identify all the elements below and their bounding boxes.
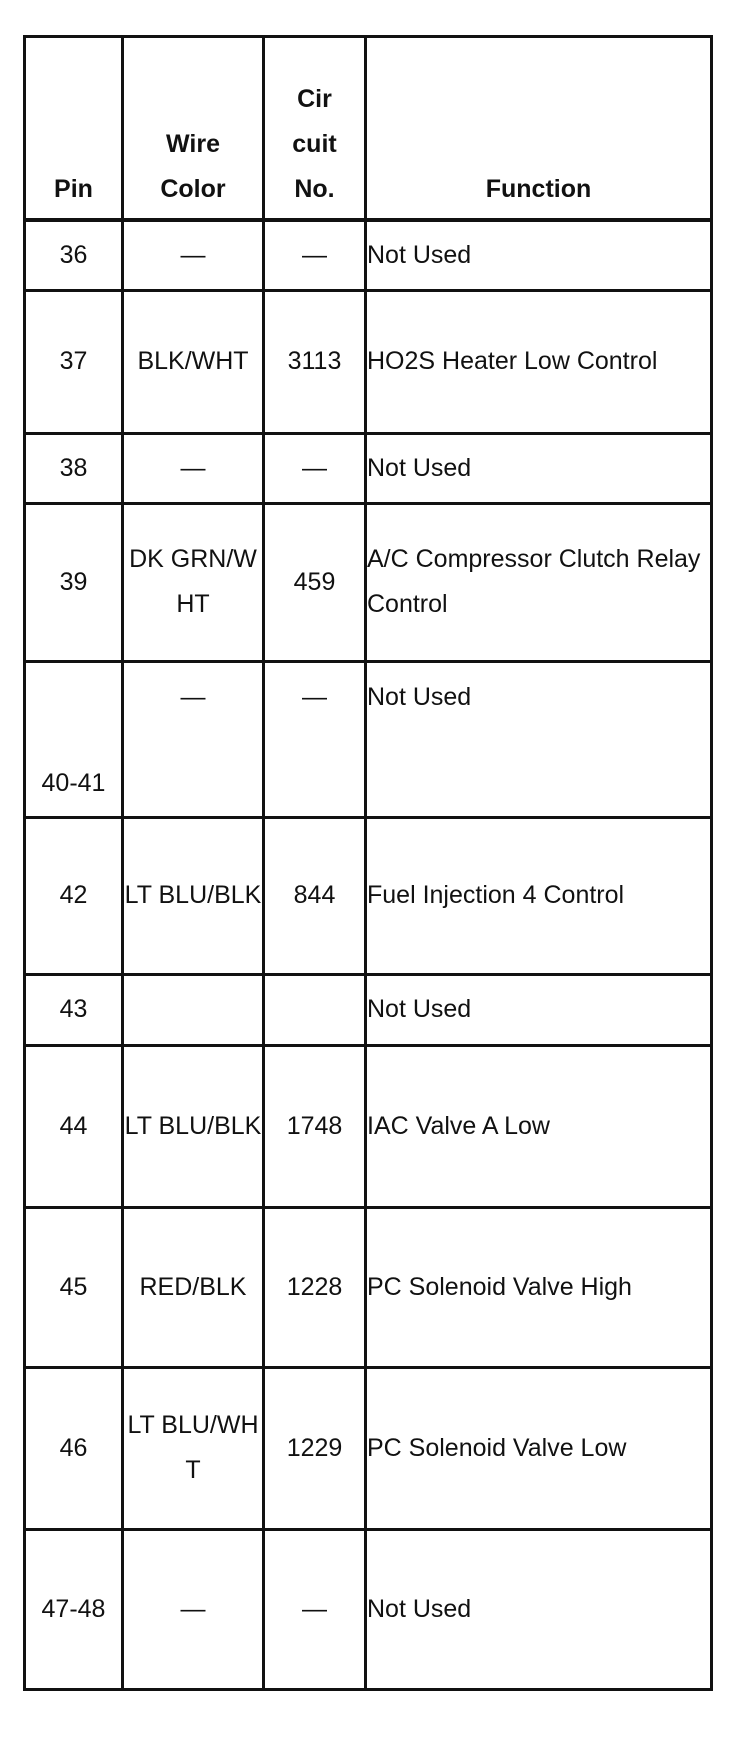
function-cell: Not Used xyxy=(366,1529,712,1689)
circuit-cell: 3113 xyxy=(264,290,366,433)
function-cell: HO2S Heater Low Control xyxy=(366,290,712,433)
table-header-row xyxy=(25,37,712,221)
table-row xyxy=(25,220,712,290)
function-cell: IAC Valve A Low xyxy=(366,1045,712,1207)
wire-color-cell: LT BLU/BLK xyxy=(123,817,264,974)
function-cell: A/C Compressor Clutch Relay Control xyxy=(366,503,712,661)
pin-cell: 46 xyxy=(25,1367,123,1529)
table-row xyxy=(25,661,712,817)
header-circuit-no: Cir cuit No. xyxy=(264,37,366,221)
wire-color-cell: LT BLU/WHT xyxy=(123,1367,264,1529)
connector-pinout-table xyxy=(23,35,713,1691)
circuit-cell: 459 xyxy=(264,503,366,661)
function-cell: Fuel Injection 4 Control xyxy=(366,817,712,974)
circuit-cell: 1228 xyxy=(264,1207,366,1367)
table-row xyxy=(25,503,712,661)
wire-color-cell: DK GRN/WHT xyxy=(123,503,264,661)
wire-color-cell: RED/BLK xyxy=(123,1207,264,1367)
table-row xyxy=(25,1367,712,1529)
pin-cell: 47-48 xyxy=(25,1529,123,1689)
circuit-cell xyxy=(264,974,366,1045)
circuit-cell: — xyxy=(264,661,366,817)
header-pin: Pin xyxy=(25,37,123,221)
wire-color-cell: — xyxy=(123,661,264,817)
pin-cell: 45 xyxy=(25,1207,123,1367)
wire-color-cell: — xyxy=(123,220,264,290)
pin-cell: 42 xyxy=(25,817,123,974)
function-cell: Not Used xyxy=(366,220,712,290)
function-cell: PC Solenoid Valve Low xyxy=(366,1367,712,1529)
function-cell: Not Used xyxy=(366,661,712,817)
table-row xyxy=(25,1529,712,1689)
wire-color-cell: LT BLU/BLK xyxy=(123,1045,264,1207)
function-cell: Not Used xyxy=(366,433,712,503)
wire-color-cell: — xyxy=(123,433,264,503)
table-row xyxy=(25,433,712,503)
function-cell: PC Solenoid Valve High xyxy=(366,1207,712,1367)
table-row xyxy=(25,817,712,974)
wire-color-cell: BLK/WHT xyxy=(123,290,264,433)
circuit-cell: — xyxy=(264,220,366,290)
pin-cell: 38 xyxy=(25,433,123,503)
circuit-cell: 844 xyxy=(264,817,366,974)
wire-color-cell: — xyxy=(123,1529,264,1689)
circuit-cell: — xyxy=(264,433,366,503)
table-row xyxy=(25,974,712,1045)
header-wire-color: Wire Color xyxy=(123,37,264,221)
header-function: Function xyxy=(366,37,712,221)
pin-cell: 44 xyxy=(25,1045,123,1207)
table-row xyxy=(25,1045,712,1207)
circuit-cell: — xyxy=(264,1529,366,1689)
function-cell: Not Used xyxy=(366,974,712,1045)
pin-cell: 43 xyxy=(25,974,123,1045)
pin-cell: 40-41 xyxy=(25,661,123,817)
table-row xyxy=(25,290,712,433)
pin-cell: 36 xyxy=(25,220,123,290)
circuit-cell: 1229 xyxy=(264,1367,366,1529)
pin-cell: 39 xyxy=(25,503,123,661)
table-row xyxy=(25,1207,712,1367)
circuit-cell: 1748 xyxy=(264,1045,366,1207)
pin-cell: 37 xyxy=(25,290,123,433)
wire-color-cell xyxy=(123,974,264,1045)
